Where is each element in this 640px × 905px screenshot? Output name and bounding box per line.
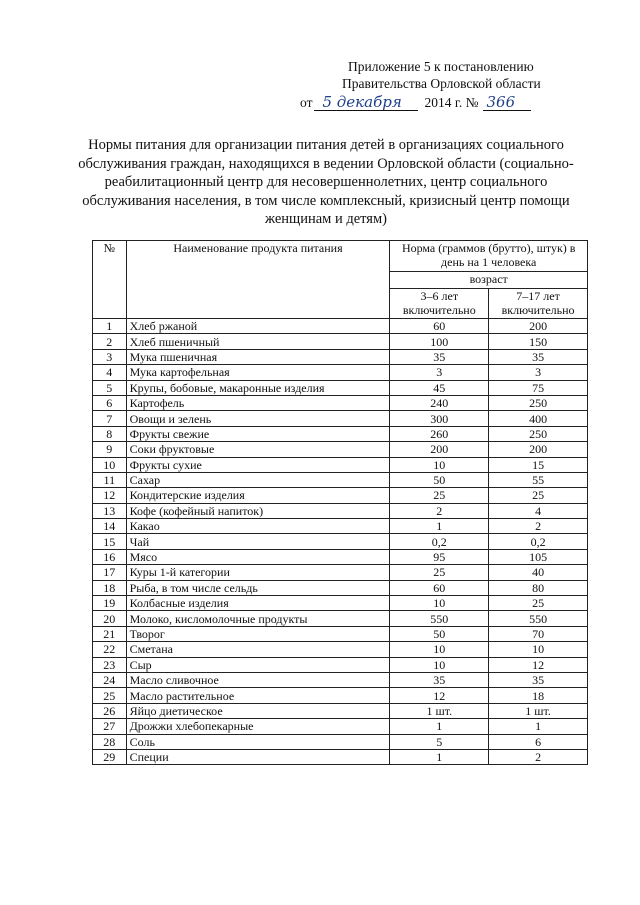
norm-age-3-6: 25 <box>390 565 489 580</box>
product-name: Мука картофельная <box>126 365 390 380</box>
norm-age-3-6: 60 <box>390 580 489 595</box>
product-name: Хлеб ржаной <box>126 319 390 334</box>
handwritten-date: 5 декабря <box>322 93 402 111</box>
header-age-3-6: 3–6 лет включительно <box>390 289 489 319</box>
norm-age-7-17: 12 <box>489 657 588 672</box>
number-field <box>483 95 531 111</box>
norm-age-7-17: 35 <box>489 349 588 364</box>
row-number: 9 <box>93 442 127 457</box>
norm-age-3-6: 35 <box>390 672 489 687</box>
row-number: 22 <box>93 642 127 657</box>
appendix-line: Приложение 5 к постановлению <box>348 59 534 74</box>
header-age-7-17: 7–17 лет включительно <box>489 289 588 319</box>
norm-age-3-6: 5 <box>390 734 489 749</box>
norm-age-7-17: 70 <box>489 626 588 641</box>
norm-age-3-6: 45 <box>390 380 489 395</box>
norm-age-7-17: 3 <box>489 365 588 380</box>
norm-age-3-6: 1 шт. <box>390 703 489 718</box>
row-number: 2 <box>93 334 127 349</box>
norm-age-3-6: 50 <box>390 626 489 641</box>
table-row <box>93 365 588 380</box>
norm-age-7-17: 0,2 <box>489 534 588 549</box>
product-name: Какао <box>126 519 390 534</box>
norm-age-7-17: 2 <box>489 519 588 534</box>
table-row <box>93 519 588 534</box>
product-name: Масло сливочное <box>126 672 390 687</box>
norm-age-3-6: 1 <box>390 519 489 534</box>
norm-age-7-17: 40 <box>489 565 588 580</box>
row-number: 21 <box>93 626 127 641</box>
norm-age-3-6: 10 <box>390 657 489 672</box>
product-name: Мука пшеничная <box>126 349 390 364</box>
norm-age-3-6: 240 <box>390 395 489 410</box>
row-number: 11 <box>93 472 127 487</box>
product-name: Специи <box>126 749 390 764</box>
table-row <box>93 749 588 764</box>
norm-age-7-17: 1 <box>489 719 588 734</box>
product-name: Чай <box>126 534 390 549</box>
handwritten-number: 366 <box>486 93 516 111</box>
table-row <box>93 411 588 426</box>
table-row <box>93 672 588 687</box>
product-name: Фрукты свежие <box>126 426 390 441</box>
norm-age-7-17: 150 <box>489 334 588 349</box>
table-row <box>93 472 588 487</box>
table-row <box>93 611 588 626</box>
row-number: 28 <box>93 734 127 749</box>
norm-age-7-17: 2 <box>489 749 588 764</box>
government-line: Правительства Орловской области <box>342 76 541 91</box>
header-num: № <box>93 241 127 319</box>
nutrition-norms-table <box>92 240 588 765</box>
table-body <box>93 319 588 765</box>
norm-age-7-17: 200 <box>489 319 588 334</box>
norm-age-7-17: 15 <box>489 457 588 472</box>
table-row <box>93 657 588 672</box>
norm-age-3-6: 260 <box>390 426 489 441</box>
norm-age-7-17: 200 <box>489 442 588 457</box>
product-name: Фрукты сухие <box>126 457 390 472</box>
row-number: 4 <box>93 365 127 380</box>
row-number: 15 <box>93 534 127 549</box>
norm-age-3-6: 50 <box>390 472 489 487</box>
row-number: 17 <box>93 565 127 580</box>
norm-age-7-17: 80 <box>489 580 588 595</box>
product-name: Творог <box>126 626 390 641</box>
table-row <box>93 457 588 472</box>
norm-age-3-6: 100 <box>390 334 489 349</box>
norm-age-7-17: 10 <box>489 642 588 657</box>
norm-age-7-17: 250 <box>489 395 588 410</box>
header-norm: Норма (граммов (брутто), штук) в день на 1 человека <box>390 241 588 272</box>
row-number: 25 <box>93 688 127 703</box>
norm-age-7-17: 25 <box>489 488 588 503</box>
norm-age-7-17: 35 <box>489 672 588 687</box>
product-name: Картофель <box>126 395 390 410</box>
table-row <box>93 426 588 441</box>
norm-age-7-17: 18 <box>489 688 588 703</box>
norm-age-3-6: 1 <box>390 749 489 764</box>
norm-age-3-6: 25 <box>390 488 489 503</box>
norm-age-7-17: 550 <box>489 611 588 626</box>
table-row <box>93 442 588 457</box>
norm-age-7-17: 105 <box>489 549 588 564</box>
row-number: 29 <box>93 749 127 764</box>
row-number: 16 <box>93 549 127 564</box>
norm-age-3-6: 35 <box>390 349 489 364</box>
header-product-name: Наименование продукта питания <box>126 241 390 319</box>
header-age: возраст <box>390 272 588 289</box>
norm-age-3-6: 60 <box>390 319 489 334</box>
norm-age-7-17: 75 <box>489 380 588 395</box>
norm-age-7-17: 55 <box>489 472 588 487</box>
norm-age-7-17: 6 <box>489 734 588 749</box>
year-label: 2014 г. № <box>424 95 479 110</box>
product-name: Кофе (кофейный напиток) <box>126 503 390 518</box>
product-name: Овощи и зелень <box>126 411 390 426</box>
table-row <box>93 719 588 734</box>
norm-age-3-6: 2 <box>390 503 489 518</box>
table-row <box>93 488 588 503</box>
product-name: Масло растительное <box>126 688 390 703</box>
product-name: Мясо <box>126 549 390 564</box>
row-number: 5 <box>93 380 127 395</box>
norm-age-7-17: 400 <box>489 411 588 426</box>
norm-age-3-6: 10 <box>390 596 489 611</box>
table-row <box>93 580 588 595</box>
norm-age-3-6: 10 <box>390 457 489 472</box>
row-number: 19 <box>93 596 127 611</box>
norm-age-3-6: 1 <box>390 719 489 734</box>
row-number: 18 <box>93 580 127 595</box>
table-row <box>93 349 588 364</box>
row-number: 12 <box>93 488 127 503</box>
table-row <box>93 626 588 641</box>
row-number: 13 <box>93 503 127 518</box>
table-row <box>93 380 588 395</box>
norm-age-7-17: 25 <box>489 596 588 611</box>
norm-age-3-6: 95 <box>390 549 489 564</box>
product-name: Колбасные изделия <box>126 596 390 611</box>
norm-age-3-6: 0,2 <box>390 534 489 549</box>
row-number: 6 <box>93 395 127 410</box>
date-number-line <box>300 94 600 111</box>
row-number: 1 <box>93 319 127 334</box>
norm-age-3-6: 300 <box>390 411 489 426</box>
product-name: Кондитерские изделия <box>126 488 390 503</box>
product-name: Куры 1-й категории <box>126 565 390 580</box>
row-number: 20 <box>93 611 127 626</box>
document-title: Нормы питания для организации питания детей в организациях социального обслуживания граждан, находящихся в ведении Орловской области (социально-реабилитационный центр для несовершеннолетних, центр социального обслуживания населения, в том числе комплексный, кризисный центр помощи женщинам и детям) <box>78 137 574 227</box>
product-name: Хлеб пшеничный <box>126 334 390 349</box>
document-header <box>300 58 600 111</box>
row-number: 3 <box>93 349 127 364</box>
product-name: Сметана <box>126 642 390 657</box>
row-number: 7 <box>93 411 127 426</box>
table-row <box>93 319 588 334</box>
row-number: 26 <box>93 703 127 718</box>
product-name: Рыба, в том числе сельдь <box>126 580 390 595</box>
norm-age-7-17: 4 <box>489 503 588 518</box>
table-row <box>93 534 588 549</box>
date-field <box>314 95 418 111</box>
product-name: Соки фруктовые <box>126 442 390 457</box>
table-row <box>93 549 588 564</box>
norm-age-3-6: 200 <box>390 442 489 457</box>
row-number: 24 <box>93 672 127 687</box>
table-row <box>93 688 588 703</box>
norm-age-3-6: 10 <box>390 642 489 657</box>
from-label: от <box>300 95 313 110</box>
table-row <box>93 334 588 349</box>
product-name: Сахар <box>126 472 390 487</box>
row-number: 14 <box>93 519 127 534</box>
product-name: Соль <box>126 734 390 749</box>
table-row <box>93 503 588 518</box>
row-number: 10 <box>93 457 127 472</box>
product-name: Молоко, кисломолочные продукты <box>126 611 390 626</box>
norm-age-3-6: 12 <box>390 688 489 703</box>
table-row <box>93 395 588 410</box>
product-name: Сыр <box>126 657 390 672</box>
product-name: Крупы, бобовые, макаронные изделия <box>126 380 390 395</box>
table-row <box>93 734 588 749</box>
table-row <box>93 703 588 718</box>
row-number: 27 <box>93 719 127 734</box>
table-row <box>93 565 588 580</box>
norm-age-7-17: 1 шт. <box>489 703 588 718</box>
product-name: Яйцо диетическое <box>126 703 390 718</box>
norm-age-7-17: 250 <box>489 426 588 441</box>
row-number: 23 <box>93 657 127 672</box>
norm-age-3-6: 550 <box>390 611 489 626</box>
norm-age-3-6: 3 <box>390 365 489 380</box>
product-name: Дрожжи хлебопекарные <box>126 719 390 734</box>
row-number: 8 <box>93 426 127 441</box>
table-row <box>93 642 588 657</box>
table-row <box>93 596 588 611</box>
